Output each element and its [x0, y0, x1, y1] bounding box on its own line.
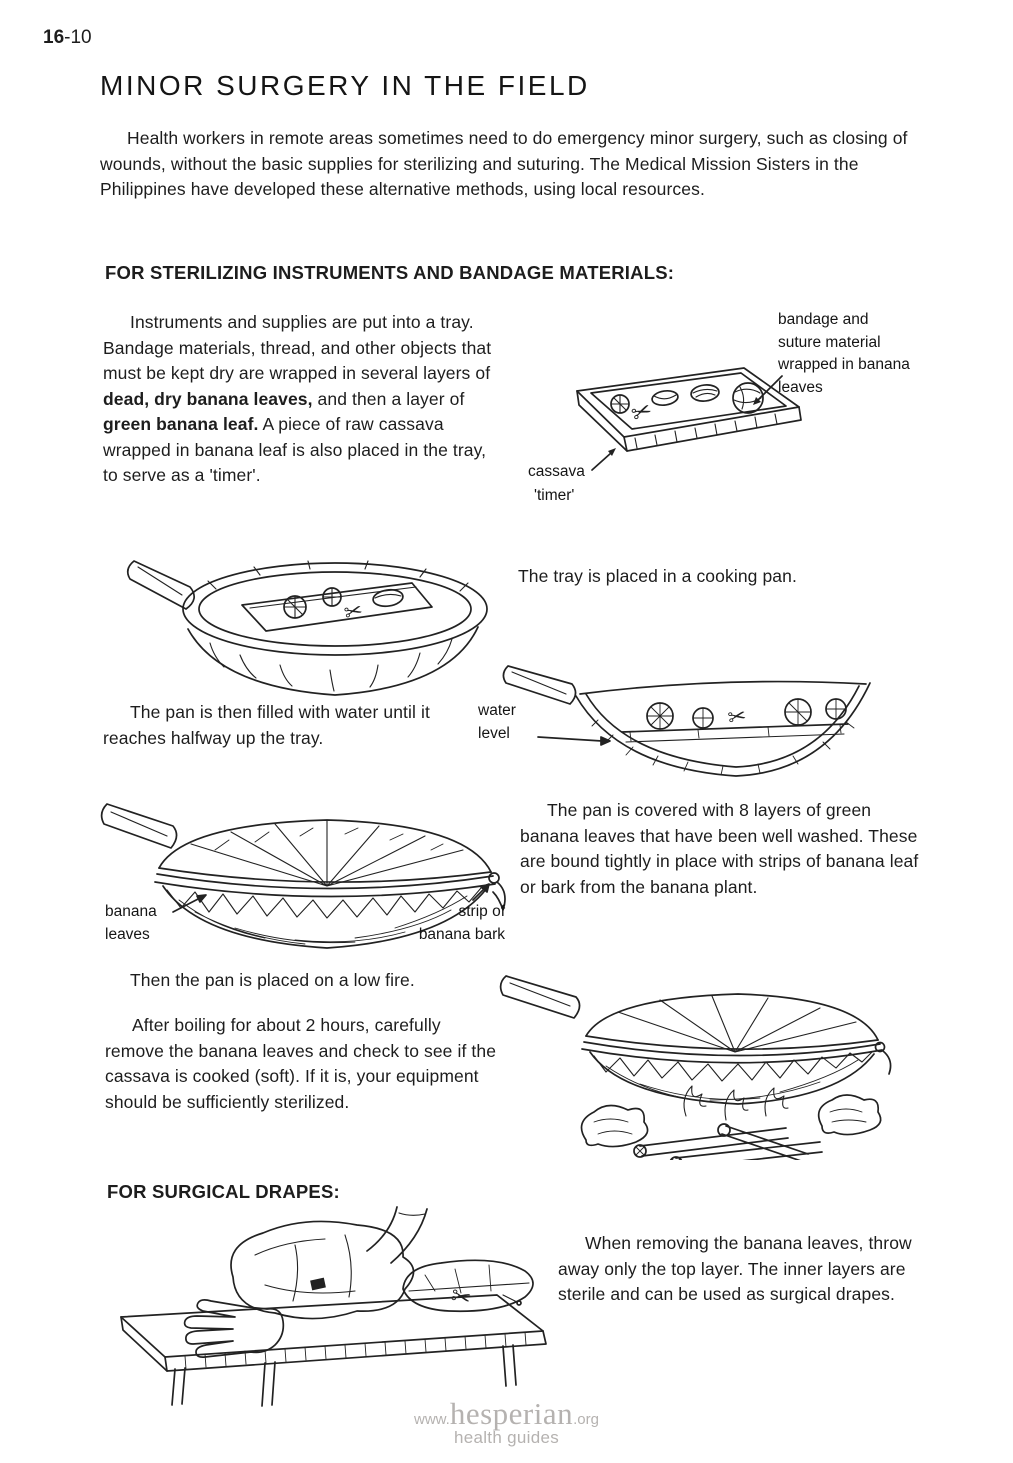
sterilizing-paragraph: Instruments and supplies are put into a tray. Bandage materials, thread, and other objects that must be kept dry are wrapped in several layers of dead, dry banana leaves, and then a layer of green banana leaf. A piece of raw cassava wrapped in banana leaf is also placed in the tray, to serve as a 'timer'.	[103, 312, 492, 485]
footer	[0, 1396, 1013, 1448]
page-number: 16-10	[43, 27, 92, 48]
label-strip-bark: strip of banana bark	[418, 903, 505, 943]
footer-tagline: health guides	[453, 1428, 560, 1447]
caption-tray-in-pan: The tray is placed in a cooking pan.	[518, 566, 797, 586]
pan-water-illustration	[498, 650, 880, 785]
drapes-paragraph: When removing the banana leaves, throw away only the top layer. The inner layers are sterile and can be used as surgical drapes.	[558, 1233, 912, 1304]
flames	[684, 1086, 788, 1120]
page-title: MINOR SURGERY IN THE FIELD	[100, 70, 590, 101]
intro-paragraph: Health workers in remote areas sometimes need to do emergency minor surgery, such as closing of wounds, without the basic supplies for sterilizing and suturing. The Medical Mission Sisters in the Philippines have developed these alternative methods, using local resources.	[100, 128, 908, 199]
section-heading-sterilizing: FOR STERILIZING INSTRUMENTS AND BANDAGE MATERIALS:	[105, 262, 675, 283]
caption-low-fire: Then the pan is placed on a low fire.	[130, 970, 415, 990]
paragraph-boiling: After boiling for about 2 hours, carefully remove the banana leaves and check to see if the cassava is cooked (soft). If it is, your equipment should be sufficiently sterilized.	[105, 1015, 497, 1112]
label-cassava: cassava	[528, 463, 585, 480]
table-drapes-illustration	[105, 1205, 550, 1408]
label-timer: 'timer'	[534, 487, 575, 504]
footer-brand: www.hesperian.org	[414, 1396, 599, 1431]
label-banana-leaves: banana leaves	[105, 903, 157, 943]
scissors-icon: ✂	[448, 1281, 474, 1313]
section-heading-drapes: FOR SURGICAL DRAPES:	[107, 1181, 340, 1202]
caption-water: The pan is then filled with water until it reaches halfway up the tray.	[103, 702, 430, 748]
pan-on-fire-illustration	[490, 950, 900, 1160]
scissors-icon: ✂	[341, 598, 366, 627]
scissors-icon: ✂	[627, 395, 657, 429]
label-bandage-material: bandage and suture material wrapped in banana leaves	[778, 311, 910, 396]
label-water-level: water level	[478, 702, 516, 742]
pan-with-tray-illustration	[120, 525, 505, 705]
paragraph-cover: The pan is covered with 8 layers of green banana leaves that have been well washed. These are bound tightly in place with strips of banana leaf or bark from the banana plant.	[520, 800, 919, 897]
scissors-icon: ✂	[725, 703, 749, 732]
